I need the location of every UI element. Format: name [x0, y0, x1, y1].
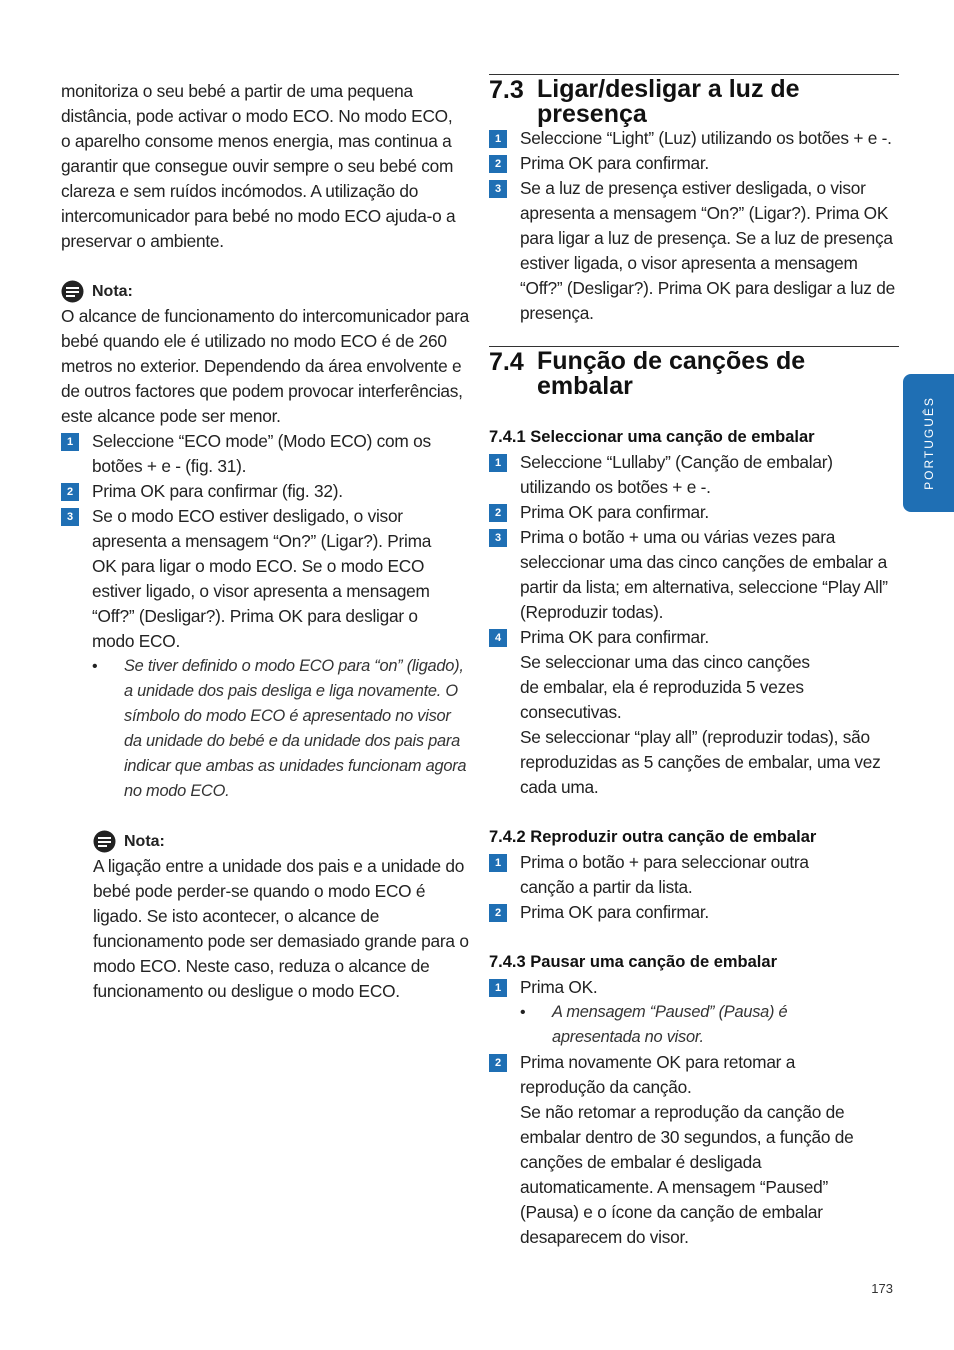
subsection-heading-7-4-2: 7.4.2 Reproduzir outra canção de embalar — [489, 828, 817, 846]
step-text: Prima o botão + para seleccionar outra canção a partir da lista. — [520, 852, 809, 897]
step-text — [520, 625, 899, 800]
subsection-heading-7-4-3: 7.4.3 Pausar uma canção de embalar — [489, 953, 777, 971]
step-number: 4 — [489, 629, 507, 647]
note-block-2 — [93, 829, 471, 1004]
step-number: 2 — [489, 904, 507, 922]
note-label: Nota: — [124, 832, 165, 850]
step-number: 2 — [61, 483, 79, 501]
step-item — [61, 429, 471, 479]
step-item — [489, 525, 899, 625]
step-extra-text: Se não retomar a reprodução da canção de embalar dentro de 30 segundos, a função de canções de embalar é desligada automaticamente. A mensagem “Paused” (Pausa) e o ícone da canção de embalar desaparecem do visor. — [520, 1102, 854, 1247]
section-title: Ligar/desligar a luz de presença — [537, 75, 800, 128]
language-label: PORTUGUÊS — [921, 396, 936, 490]
step-number: 2 — [489, 155, 507, 173]
step-item — [61, 479, 471, 504]
step-number: 1 — [489, 454, 507, 472]
step-item — [61, 504, 471, 654]
step-number: 1 — [489, 854, 507, 872]
left-column — [61, 79, 471, 1004]
note-icon — [93, 830, 116, 853]
step-text: Prima OK para confirmar. — [520, 502, 709, 522]
step-number: 1 — [61, 433, 79, 451]
intro-paragraph: monitoriza o seu bebé a partir de uma pequena distância, pode activar o modo ECO. No modo ECO, o aparelho consome menos energia, mas continua a garantir que consegue ouvir sempre o seu bebé com clareza e sem ruídos incómodos. A utilização do intercomunicador para bebé no modo ECO ajuda-o a preservar o ambiente. — [61, 81, 456, 251]
step-text: Prima OK para confirmar (fig. 32). — [92, 481, 343, 501]
section-heading-7-4 — [489, 346, 899, 398]
step-text: Prima OK para confirmar. — [520, 902, 709, 922]
bullet-item — [520, 1000, 899, 1050]
step-number: 3 — [489, 529, 507, 547]
note-icon — [61, 280, 84, 303]
bullet-text: A mensagem “Paused” (Pausa) é apresentada no visor. — [552, 1003, 788, 1046]
note-label: Nota: — [92, 282, 133, 300]
bullet-text: Se tiver definido o modo ECO para “on” (ligado), a unidade dos pais desliga e liga novamente. O símbolo do modo ECO é apresentado no visor da unidade do bebé e da unidade dos pais para indicar que ambas as unidades funcionam agora no modo ECO. — [124, 657, 467, 800]
step-extra-text: Se seleccionar uma das cinco canções de embalar, ela é reproduzida 5 vezes consecutivas. — [520, 652, 810, 722]
step-item — [489, 126, 899, 151]
step-number: 1 — [489, 979, 507, 997]
step-item — [489, 151, 899, 176]
step-text: Prima OK para confirmar. — [520, 153, 709, 173]
language-side-tab — [903, 374, 954, 512]
step-item — [489, 176, 899, 326]
step-item — [489, 625, 899, 800]
step-text: Se o modo ECO estiver desligado, o visor apresenta a mensagem “On?” (Ligar?). Prima OK para ligar o modo ECO. Se o modo ECO estiver ligado, o visor apresenta a mensagem “Off?” (Desligar?). Prima OK para desligar o modo ECO. — [92, 506, 432, 651]
step-text: Prima OK. — [520, 977, 598, 997]
step-item — [489, 450, 899, 500]
right-column — [489, 74, 899, 1250]
step-extra-text: Se seleccionar “play all” (reproduzir todas), são reproduzidas as 5 canções de embalar, uma vez cada uma. — [520, 727, 881, 797]
step-number: 3 — [61, 508, 79, 526]
step-number: 1 — [489, 130, 507, 148]
step-number: 2 — [489, 1054, 507, 1072]
subsection-heading-7-4-1: 7.4.1 Seleccionar uma canção de embalar — [489, 428, 815, 446]
step-text: Se a luz de presença estiver desligada, o visor apresenta a mensagem “On?” (Ligar?). Prima OK para ligar a luz de presença. Se a luz de presença estiver ligada, o visor apresenta a mensagem “Off?” (Desligar?). Prima OK para desligar a luz de presença. — [520, 178, 895, 323]
step-text: Seleccione “Light” (Luz) utilizando os botões + e -. — [520, 128, 892, 148]
note-heading — [93, 829, 471, 854]
section-heading-7-3 — [489, 74, 899, 126]
step-item — [489, 975, 899, 1000]
step-item — [489, 500, 899, 525]
section-number: 7.3 — [489, 76, 524, 104]
step-main-text: Prima novamente OK para retomar a reprodução da canção. — [520, 1052, 796, 1097]
note-heading — [61, 279, 471, 304]
step-number: 2 — [489, 504, 507, 522]
step-text: Seleccione “ECO mode” (Modo ECO) com os botões + e - (fig. 31). — [92, 431, 431, 476]
note-text: O alcance de funcionamento do intercomunicador para bebé quando ele é utilizado no modo ECO é de 260 metros no exterior. Dependendo da área envolvente e de outros factores que podem provocar interferências, este alcance pode ser menor. — [61, 306, 470, 426]
step-item — [489, 850, 899, 900]
section-number: 7.4 — [489, 348, 524, 376]
bullet-item — [92, 654, 471, 804]
bullet-dot: • — [92, 658, 98, 675]
step-text: Seleccione “Lullaby” (Canção de embalar) utilizando os botões + e -. — [520, 452, 833, 497]
section-title: Função de canções de embalar — [537, 347, 806, 400]
step-text — [520, 1050, 899, 1250]
step-item — [489, 1050, 899, 1250]
step-text: Prima o botão + uma ou várias vezes para seleccionar uma das cinco canções de embalar a partir da lista; em alternativa, seleccione “Play All” (Reproduzir todas). — [520, 527, 888, 622]
step-item — [489, 900, 899, 925]
note-block-1 — [61, 279, 471, 429]
step-main-text: Prima OK para confirmar. — [520, 627, 709, 647]
page-number: 173 — [871, 1281, 893, 1296]
bullet-dot: • — [520, 1004, 526, 1021]
step-number: 3 — [489, 180, 507, 198]
note-text: A ligação entre a unidade dos pais e a unidade do bebé pode perder-se quando o modo ECO é ligado. Se isto acontecer, o alcance de funcionamento pode ser demasiado grande para o modo ECO. Neste caso, reduza o alcance de funcionamento ou desligue o modo ECO. — [93, 856, 469, 1001]
